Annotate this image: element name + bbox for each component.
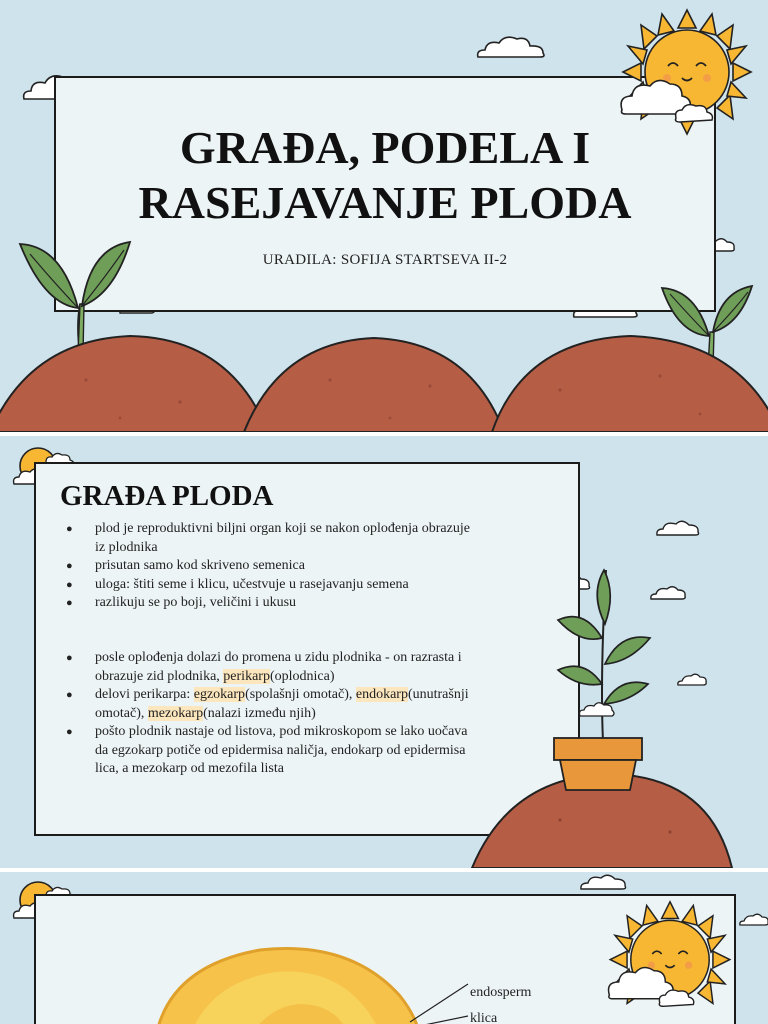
- list-item-text: (unutrašnji omotač),: [95, 687, 469, 721]
- subtitle-author: URADILA: SOFIJA STARTSEVA II-2: [262, 252, 508, 268]
- bullet-list-intro: [58, 520, 478, 613]
- list-item: ● pošto plodnik nastaje od listova, pod mikroskopom se lako uočava da egzokarp potiče od epidermisa naličja, endokarp od epidermisa lica, a mezokarp od mezofila lista: [58, 723, 478, 779]
- list-item-text: posle oplođenja dolazi do promena u zidu plodnika - on razrasta i obrazuje zid plodnika,: [95, 650, 462, 684]
- cloud-icon: [578, 872, 630, 892]
- page-title: [56, 120, 714, 230]
- list-item-text: (nalazi između njih): [203, 705, 316, 721]
- highlight-term: egzokarp: [193, 687, 246, 702]
- hills-illustration: [0, 330, 768, 432]
- content-slide-diagram: [0, 872, 768, 1024]
- list-item-text: (spolašnji omotač),: [245, 687, 356, 702]
- title-line-1: GRAĐA, PODELA I: [179, 122, 591, 173]
- highlight-term: perikarp: [223, 668, 270, 684]
- cloud-icon: [474, 34, 548, 60]
- label-pointer-lines: [380, 982, 470, 1024]
- cloud-icon: [676, 672, 708, 688]
- label-klica: klica: [470, 1011, 498, 1024]
- cloud-icon: [654, 518, 702, 538]
- highlight-term: endokarp: [355, 687, 408, 702]
- content-slide-grada-ploda: [0, 436, 768, 868]
- bullet-list-perikarp: [58, 649, 478, 779]
- list-item: [58, 686, 478, 723]
- title-line-2: RASEJAVANJE PLODA: [138, 177, 632, 228]
- smiling-sun-icon: [612, 6, 762, 126]
- cloud-icon: [738, 912, 768, 928]
- list-item: ● plod je reproduktivni biljni organ koji se nakon oplođenja obrazuje iz plodnika: [58, 520, 478, 557]
- label-endosperm: endosperm: [470, 985, 532, 1000]
- highlight-term: mezokarp: [147, 705, 204, 721]
- title-slide: [0, 0, 768, 432]
- potted-plant-icon: [550, 564, 660, 794]
- list-item: ● uloga: štiti seme i klicu, učestvuje u rasejavanju semena: [58, 576, 478, 595]
- smiling-sun-icon: [600, 894, 740, 1014]
- list-item: ● razlikuju se po boji, veličini i ukusu: [58, 594, 478, 613]
- list-item: [58, 649, 478, 686]
- list-item-text: (oplodnica): [269, 668, 335, 684]
- section-heading: GRAĐA PLODA: [60, 480, 274, 512]
- list-item-text: delovi perikarpa:: [95, 687, 194, 702]
- list-item: ● prisutan samo kod skriveno semenica: [58, 557, 478, 576]
